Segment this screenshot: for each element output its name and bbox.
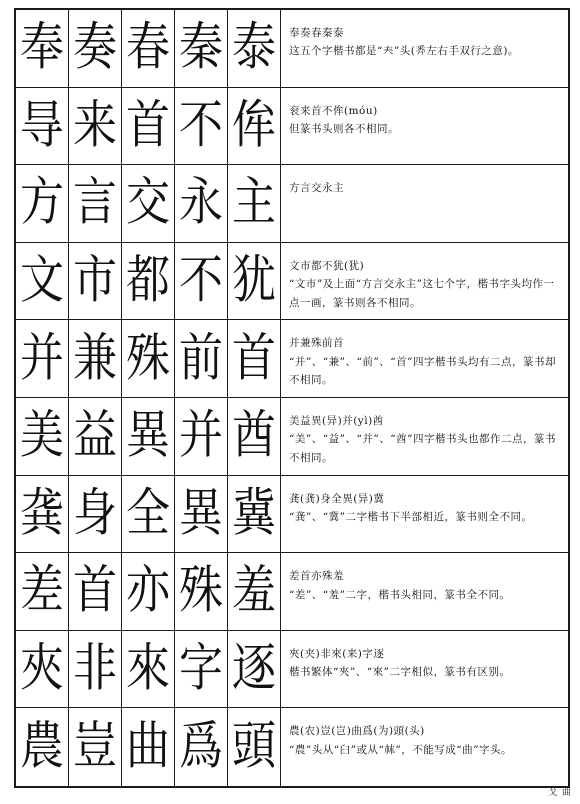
annotation [281,165,568,242]
seal-char-cell [175,398,228,475]
seal-char-cell [16,10,69,87]
seal-char-cell [122,476,175,553]
seal-char-cell [16,243,69,320]
seal-character: 奏 [73,17,117,78]
seal-char-cell [69,10,122,87]
seal-character: 来 [73,95,117,156]
seal-character: 侔 [232,95,276,156]
seal-char-cell [69,398,122,475]
seal-character: 文 [20,250,64,311]
seal-character: 㝵 [20,95,64,156]
seal-char-cell [122,243,175,320]
seal-character: 身 [73,483,117,544]
seal-char-cell [228,476,281,553]
seal-char-cell [16,165,69,242]
seal-char-cell [16,398,69,475]
seal-char-cell [175,708,228,786]
seal-char-cell [69,631,122,708]
seal-character: 全 [126,483,170,544]
seal-character: 農 [20,716,64,777]
seal-character: 春 [126,17,170,78]
seal-character: 言 [73,172,117,233]
seal-char-cell [228,553,281,630]
seal-character: 都 [126,250,170,311]
seal-character: 交 [126,172,170,233]
annotation-heading: 夾(夹)非來(来)字逐 [289,647,385,660]
annotation-text: 这五个字楷书都是“𡗗”头(𢍏左右手双行之意)。 [289,45,519,58]
seal-character: 酋 [232,405,276,466]
seal-character: 市 [73,250,117,311]
seal-character: 不 [179,250,223,311]
seal-character: 異 [179,483,223,544]
seal-character: 頭 [232,716,276,777]
seal-character: 泰 [232,17,276,78]
seal-character: 夾 [20,638,64,699]
seal-char-cell [122,553,175,630]
table-row [16,243,568,321]
seal-char-cell [69,88,122,165]
table-row [16,88,568,166]
seal-character: 美 [20,405,64,466]
seal-char-cell [16,708,69,786]
seal-character: 益 [73,405,117,466]
seal-character: 字 [179,638,223,699]
annotation [281,10,568,87]
annotation-heading: 衮来首不侔(móu) [289,104,378,117]
seal-char-cell [122,398,175,475]
seal-char-cell [175,10,228,87]
annotation-text: “文市”及上面“方言交永主”这七个字，楷书字头均作一点一画，篆书则各不相同。 [289,278,555,309]
annotation-heading: 龚(龚)身全異(异)冀 [289,492,385,505]
seal-char-cell [175,165,228,242]
seal-character: 犹 [232,250,276,311]
seal-character: 曲 [126,716,170,777]
seal-char-cell [16,320,69,397]
annotation [281,398,568,475]
annotation [281,320,568,397]
annotation [281,476,568,553]
seal-char-cell [16,553,69,630]
seal-char-cell [122,165,175,242]
seal-char-cell [69,243,122,320]
seal-character: 亦 [126,560,170,621]
annotation-heading: 并兼殊前首 [289,337,344,350]
annotation [281,631,568,708]
annotation-text: 楷书繁体“夾”、“來”二字相似，篆书有区别。 [289,666,511,679]
seal-character: 殊 [179,560,223,621]
annotation-heading: 差首亦殊羞 [289,570,344,583]
table-row [16,553,568,631]
seal-character: 秦 [179,17,223,78]
seal-char-cell [175,553,228,630]
seal-character: 非 [73,638,117,699]
annotation-text: “差”、“羞”二字，楷书头相同，篆书全不同。 [289,588,511,601]
seal-char-cell [16,631,69,708]
seal-character: 不 [179,95,223,156]
annotation-text: “并”、“兼”、“前”、“首”四字楷书头均有二点，篆书却不相同。 [289,355,556,387]
table-row [16,10,568,88]
table-row [16,476,568,554]
seal-character: 殊 [126,328,170,389]
annotation [281,553,568,630]
seal-char-cell [69,553,122,630]
seal-char-cell [16,88,69,165]
annotation [281,88,568,165]
seal-char-cell [122,320,175,397]
annotation-text: 但篆书头则各不相同。 [289,122,399,135]
annotation-heading: 美益異(异)并(yì)酋 [289,414,384,427]
seal-character: 來 [126,638,170,699]
seal-character: 方 [20,172,64,233]
seal-char-cell [175,631,228,708]
annotation [281,708,568,786]
seal-character: 異 [126,405,170,466]
seal-char-cell [122,631,175,708]
seal-char-cell [175,476,228,553]
table-row [16,708,568,786]
annotation-heading: 方言交永主 [289,182,344,195]
seal-character: 并 [179,405,223,466]
seal-char-cell [69,165,122,242]
seal-char-cell [228,165,281,242]
table-row [16,320,568,398]
seal-character: 首 [126,95,170,156]
seal-char-cell [122,708,175,786]
seal-character: 前 [179,328,223,389]
seal-character: 差 [20,560,64,621]
seal-character: 爲 [179,716,223,777]
seal-char-cell [122,10,175,87]
seal-char-cell [228,88,281,165]
annotation-text: “龚”、“冀”二字楷书下半部相近，篆书则全不同。 [289,510,533,523]
table-row [16,165,568,243]
annotation-text: “美”、“益”、“并”、“酋”四字楷书头也都作二点，篆书不相同。 [289,433,556,464]
character-table [16,10,568,786]
seal-char-cell [69,708,122,786]
annotation-heading: 奉奏春秦泰 [289,27,344,39]
seal-character: 龚 [20,483,64,544]
annotation-heading: 農(农)豈(岂)曲爲(为)頭(头) [289,725,425,738]
seal-character: 并 [20,328,64,389]
seal-character: 豈 [73,716,117,777]
annotation-text: “農”头从“𦥑”或从“𣏟”，不能写成“曲”字头。 [289,743,512,756]
seal-character: 永 [179,172,223,233]
seal-character: 奉 [20,17,64,78]
seal-char-cell [122,88,175,165]
seal-char-cell [228,10,281,87]
seal-char-cell [228,631,281,708]
seal-char-cell [16,476,69,553]
seal-char-cell [228,243,281,320]
seal-character: 主 [232,172,276,233]
seal-char-cell [228,398,281,475]
seal-char-cell [175,88,228,165]
annotation [281,243,568,320]
annotation-heading: 文市都不犹(犹) [289,259,365,272]
seal-char-cell [175,320,228,397]
seal-character: 首 [73,560,117,621]
seal-char-cell [228,320,281,397]
seal-character: 兼 [73,328,117,389]
footer-mark: 戈 曲 [548,788,572,798]
seal-char-cell [69,476,122,553]
table-row [16,631,568,709]
seal-char-cell [69,320,122,397]
seal-character: 逐 [232,638,276,699]
seal-char-cell [228,708,281,786]
seal-character: 首 [232,328,276,389]
seal-character: 冀 [232,483,276,544]
table-row [16,398,568,476]
seal-character: 羞 [232,560,276,621]
seal-char-cell [175,243,228,320]
